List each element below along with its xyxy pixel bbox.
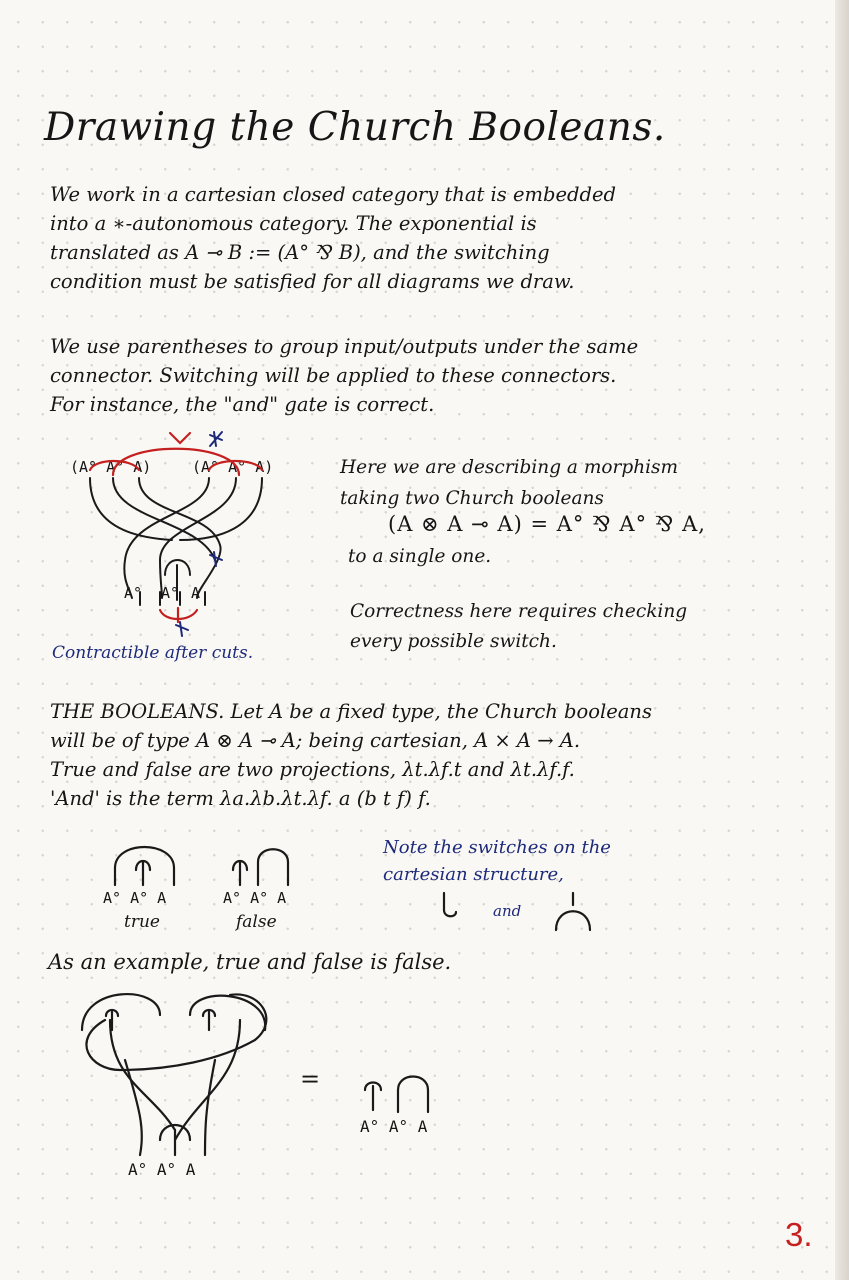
false-arch <box>258 849 288 885</box>
page-edge <box>835 0 849 1280</box>
wire <box>82 994 160 1030</box>
note-line: Note the switches on the <box>383 837 611 858</box>
result-labels: A° A° A <box>360 1117 428 1136</box>
intro-line: We work in a cartesian closed category that is embedded <box>50 183 616 206</box>
note-line: cartesian structure, <box>383 864 564 885</box>
wire <box>90 478 172 540</box>
bottom-label-a-dual-2: A° <box>161 584 180 602</box>
true-arch <box>115 847 174 885</box>
parentheses-line: For instance, the "and" gate is correct. <box>50 393 435 416</box>
blue-cut <box>210 552 222 566</box>
unit-icon <box>203 1010 215 1030</box>
booleans-line: True and false are two projections, λt.λf.t and λt.λf.f. <box>50 758 575 781</box>
parentheses-paragraph <box>50 332 638 419</box>
false-unit <box>233 861 247 885</box>
booleans-line: THE BOOLEANS. Let A be a fixed type, the Church booleans <box>50 700 652 723</box>
type-equation: (A ⊗ A ⊸ A) = A° ⅋ A° ⅋ A, <box>388 512 706 536</box>
wire <box>205 1060 215 1155</box>
description-line: to a single one. <box>348 546 492 567</box>
top-left-group-label: (A° A° A) <box>70 458 152 476</box>
description-line: taking two Church booleans <box>340 488 604 509</box>
switch-icon-1 <box>444 893 456 916</box>
intro-line: into a ∗-autonomous category. The exponential is <box>50 212 537 235</box>
unit-icon <box>106 1010 118 1030</box>
wire <box>86 994 266 1070</box>
red-connector <box>160 610 197 619</box>
switch-icon-2 <box>556 893 590 930</box>
wire <box>139 478 221 598</box>
correctness-text <box>350 597 687 657</box>
blue-cut <box>176 622 188 636</box>
blue-cut <box>210 432 222 446</box>
true-labels: A° A° A <box>103 889 167 907</box>
equals-sign: = <box>300 1065 321 1093</box>
wire <box>180 478 262 540</box>
example-bottom-labels: A° A° A <box>128 1160 196 1179</box>
true-unit <box>136 861 150 885</box>
false-labels: A° A° A <box>223 889 287 907</box>
bottom-label-a: A <box>191 584 201 602</box>
intro-line: condition must be satisfied for all diagrams we draw. <box>50 270 575 293</box>
wire <box>125 1060 142 1155</box>
page-number: 3. <box>785 1216 813 1253</box>
correctness-line: every possible switch. <box>350 631 557 652</box>
wire <box>110 1020 175 1130</box>
and-word: and <box>493 902 522 920</box>
wire <box>160 1125 190 1140</box>
result-arch <box>398 1077 428 1113</box>
wire <box>124 478 209 598</box>
false-caption: false <box>236 912 277 932</box>
intro-line: translated as A ⊸ B := (A° ⅋ B), and the switching <box>50 241 550 264</box>
example-sentence: As an example, true and false is false. <box>48 950 452 974</box>
booleans-paragraph <box>50 697 652 813</box>
wire <box>165 560 190 575</box>
true-caption: true <box>124 912 160 932</box>
description-line: Here we are describing a morphism <box>340 457 679 478</box>
wire <box>160 478 236 598</box>
contractible-caption: Contractible after cuts. <box>52 643 254 663</box>
parentheses-line: We use parentheses to group input/outputs under the same <box>50 335 639 358</box>
red-connector <box>170 433 190 443</box>
wire <box>190 996 265 1030</box>
wire <box>175 1020 240 1140</box>
booleans-line: 'And' is the term λa.λb.λt.λf. a (b t f) f. <box>50 787 431 810</box>
correctness-line: Correctness here requires checking <box>350 601 688 622</box>
wire <box>113 478 215 560</box>
booleans-line: will be of type A ⊗ A ⊸ A; being cartesian, A × A → A. <box>50 729 581 752</box>
top-right-group-label: (A° A° A) <box>192 458 274 476</box>
intro-paragraph <box>50 180 616 296</box>
page-title: Drawing the Church Booleans. <box>44 105 666 150</box>
result-unit <box>365 1083 381 1111</box>
parentheses-line: connector. Switching will be applied to these connectors. <box>50 364 617 387</box>
switches-note <box>383 834 611 888</box>
description-lines <box>340 452 678 514</box>
bottom-label-a-dual-1: A° <box>124 584 143 602</box>
